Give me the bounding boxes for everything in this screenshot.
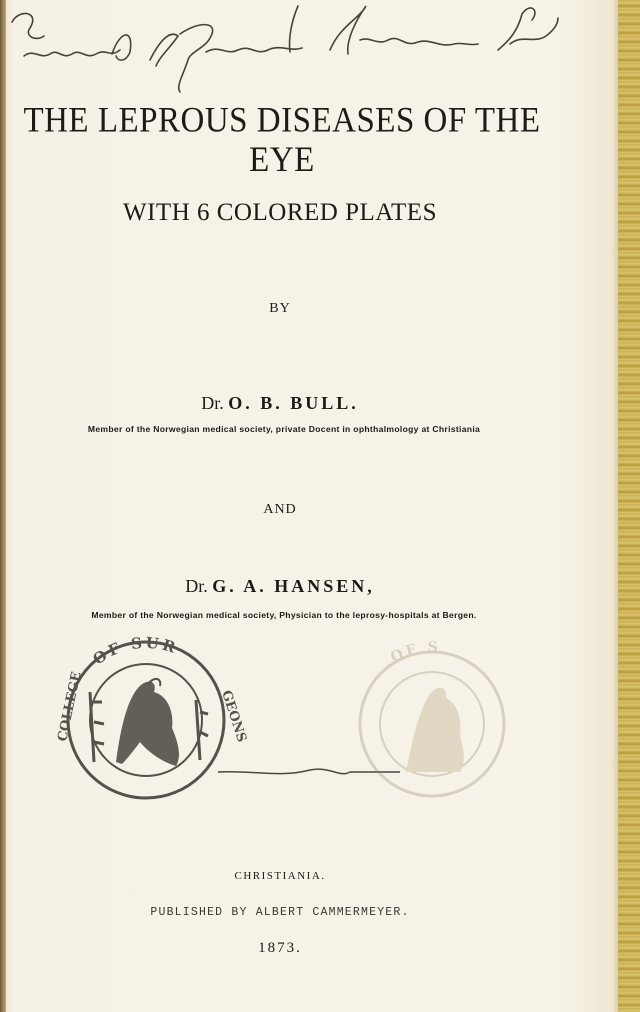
author-2-prefix: Dr. [185,576,208,596]
author-1-prefix: Dr. [201,393,224,413]
and-line: AND [263,502,297,517]
signature-flourish [218,769,400,774]
publisher-line: PUBLISHED BY ALBERT CAMMERMEYER. [150,906,410,919]
svg-text:OF SUR [90,634,181,669]
author-1 [18,393,542,414]
faint-stamp-text: OF S [388,639,441,666]
svg-text:OF S [388,639,441,666]
stamp-right-text: GEONS [218,688,250,745]
author-2 [18,576,542,597]
stamp-left-text: COLLEGE [55,670,85,743]
page-gilt-edge [618,0,640,1012]
author-2-name: G. A. HANSEN, [212,576,375,596]
author-1-name: O. B. BULL. [228,393,359,413]
place-of-publication: CHRISTIANIA. [234,870,326,882]
author-2-affiliation: Member of the Norwegian medical society, Physician to the leprosy-hospitals at Bergen. [91,610,477,620]
by-line: BY [269,301,291,316]
author-1-affiliation: Member of the Norwegian medical society, private Docent in ophthalmology at Christiania [87,424,481,434]
publication-year: 1873. [258,940,302,956]
book-subtitle: WITH 6 COLORED PLATES [123,199,437,226]
handwritten-inscription [10,0,560,95]
stamp-top-text: OF SUR [89,633,181,669]
library-stamps [50,632,520,807]
page-binding-edge [0,0,6,1012]
book-title: THE LEPROUS DISEASES OF THE EYE [23,101,541,180]
college-stamp [55,634,249,798]
